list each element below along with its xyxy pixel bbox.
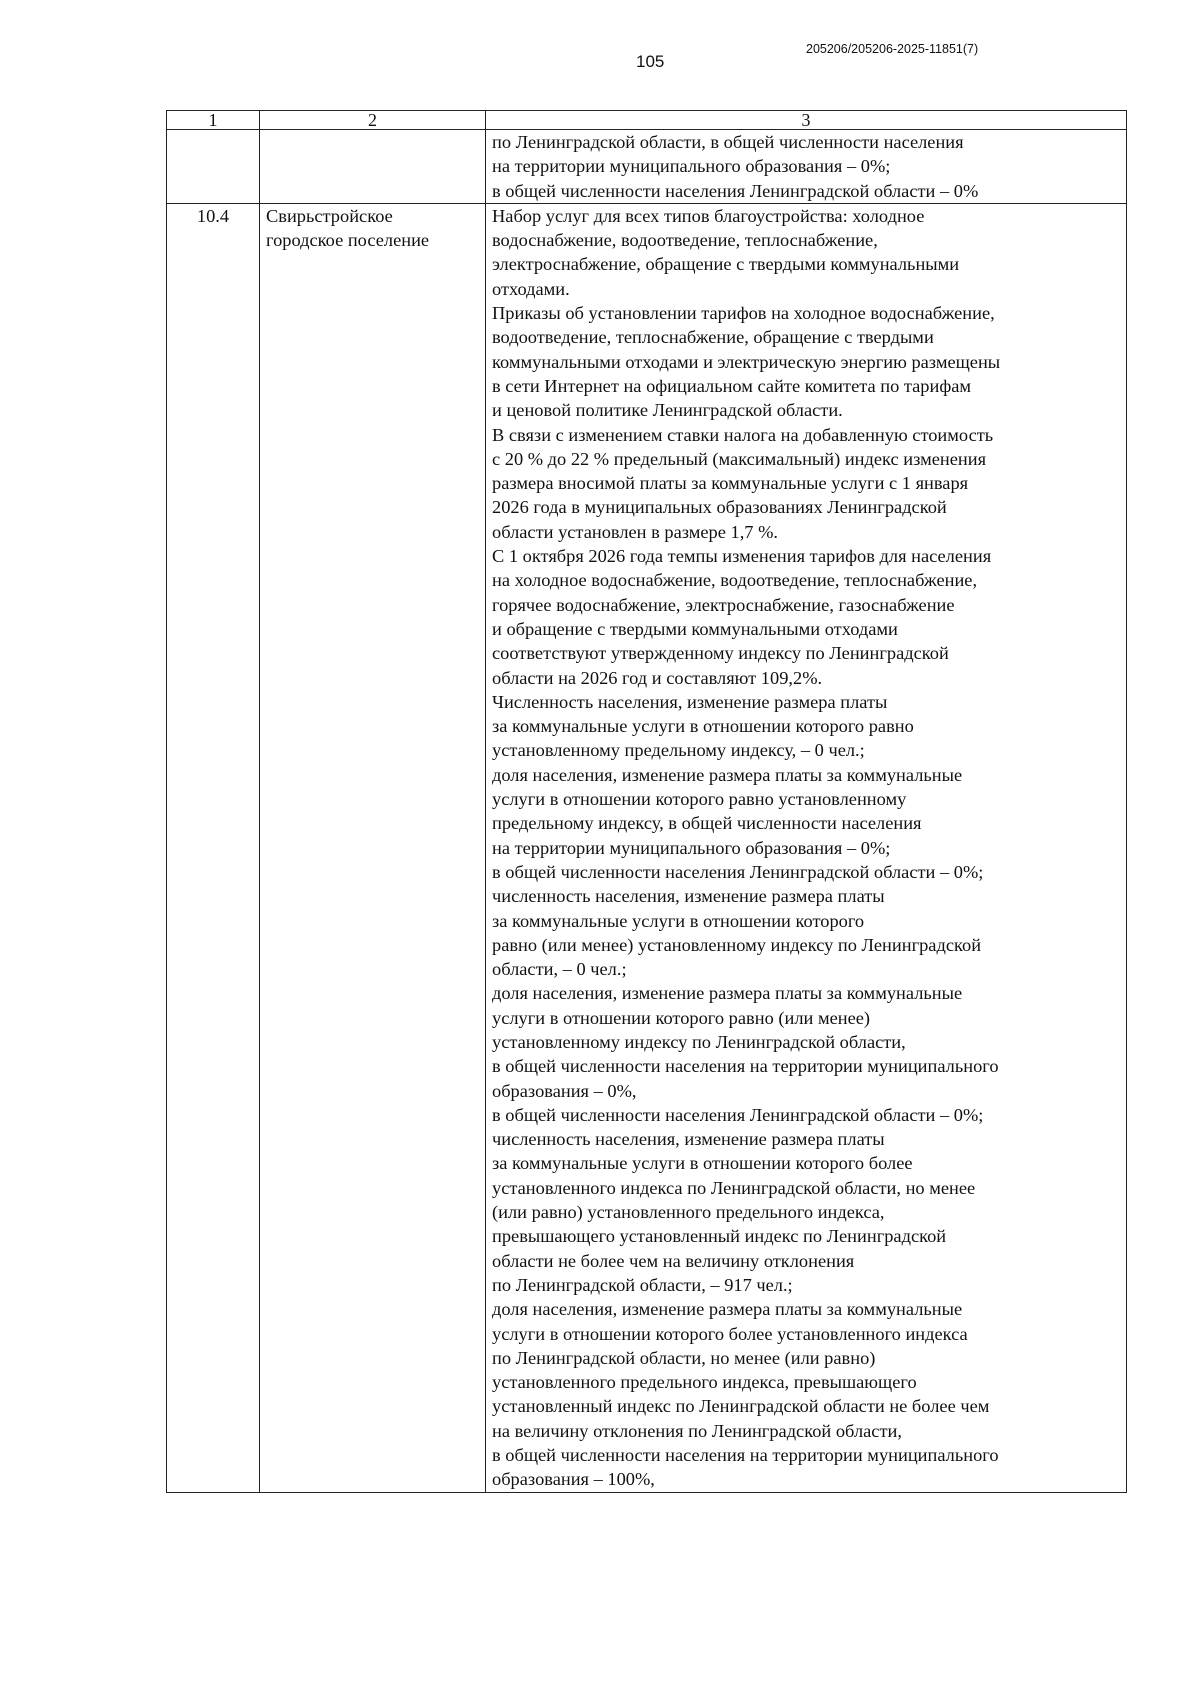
text-line: за коммунальные услуги в отношении которого	[492, 910, 865, 931]
table-header-row	[167, 111, 1127, 130]
text-line: 2026 года в муниципальных образованиях Ленинградской	[492, 497, 947, 518]
text-line: области, – 0 чел.;	[492, 959, 627, 980]
text-line: в сети Интернет на официальном сайте комитета по тарифам	[492, 375, 972, 396]
text-line: С 1 октября 2026 года темпы изменения тарифов для населения	[492, 546, 992, 567]
text-line: коммунальными отходами и электрическую энергию размещены	[492, 351, 1001, 372]
text-line: за коммунальные услуги в отношении которого равно	[492, 716, 914, 737]
text-line: услуги в отношении которого равно (или менее)	[492, 1007, 871, 1028]
text-line: в общей численности населения на территории муниципального	[492, 1056, 999, 1077]
document-id: 205206/205206-2025-11851(7)	[806, 42, 979, 56]
text-line: на территории муниципального образования – 0%;	[492, 837, 891, 858]
text-line: численность населения, изменение размера платы	[492, 1129, 885, 1150]
text-line: на холодное водоснабжение, водоотведение, теплоснабжение,	[492, 570, 978, 591]
column-header-3: 3	[486, 111, 1127, 130]
text-line: размера вносимой платы за коммунальные услуги с 1 января	[492, 473, 969, 494]
column-header-2: 2	[260, 111, 486, 130]
text-line: за коммунальные услуги в отношении которого более	[492, 1153, 913, 1174]
text-line: с 20 % до 22 % предельный (максимальный) индекс изменения	[492, 448, 987, 469]
settlement-name	[260, 203, 486, 1492]
text-line: в общей численности населения Ленинградской области – 0%	[492, 180, 979, 201]
text-line: установленного предельного индекса, превышающего	[492, 1372, 917, 1393]
text-line: доля населения, изменение размера платы за коммунальные	[492, 1299, 963, 1320]
text-line: превышающего установленный индекс по Ленинградской	[492, 1226, 947, 1247]
text-line: предельному индексу, в общей численности населения	[492, 813, 922, 834]
text-line: установленный индекс по Ленинградской области не более чем	[492, 1396, 990, 1417]
text-line: доля населения, изменение размера платы за коммунальные	[492, 764, 963, 785]
continuation-name-cell	[260, 130, 486, 204]
text-line: области не более чем на величину отклонения	[492, 1250, 855, 1271]
text-line: Свирьстройское	[266, 205, 393, 226]
text-line: установленному индексу по Ленинградской области,	[492, 1031, 906, 1052]
column-header-1: 1	[167, 111, 260, 130]
text-line: по Ленинградской области, в общей численности населения	[492, 132, 964, 152]
text-line: Набор услуг для всех типов благоустройства: холодное	[492, 205, 925, 226]
text-line: и обращение с твердыми коммунальными отходами	[492, 618, 898, 639]
text-line: на территории муниципального образования – 0%;	[492, 156, 891, 177]
page-number: 105	[636, 52, 665, 71]
text-line: образования – 0%,	[492, 1080, 637, 1101]
text-line: области установлен в размере 1,7 %.	[492, 521, 779, 542]
text-line: в общей численности населения Ленинградской области – 0%;	[492, 1104, 984, 1125]
row-description	[486, 203, 1127, 1492]
text-line: электроснабжение, обращение с твердыми коммунальными	[492, 254, 960, 275]
text-line: В связи с изменением ставки налога на добавленную стоимость	[492, 424, 994, 445]
text-line: и ценовой политике Ленинградской области.	[492, 400, 843, 421]
text-line: отходами.	[492, 278, 570, 299]
text-line: образования – 100%,	[492, 1469, 655, 1490]
continuation-number-cell	[167, 130, 260, 204]
text-line: горячее водоснабжение, электроснабжение, газоснабжение	[492, 594, 955, 615]
text-line: городское поселение	[266, 230, 430, 251]
text-line: водоотведение, теплоснабжение, обращение с твердыми	[492, 327, 934, 348]
text-line: (или равно) установленного предельного индекса,	[492, 1202, 885, 1223]
text-line: установленному предельному индексу, – 0 чел.;	[492, 740, 865, 761]
text-line: по Ленинградской области, но менее (или равно)	[492, 1347, 876, 1368]
continuation-row	[167, 130, 1127, 204]
text-line: услуги в отношении которого более установленного индекса	[492, 1323, 968, 1344]
text-line: Численность населения, изменение размера платы	[492, 691, 888, 712]
text-line: области на 2026 год и составляют 109,2%.	[492, 667, 823, 688]
text-line: в общей численности населения Ленинградской области – 0%;	[492, 861, 984, 882]
continuation-text-cell	[486, 130, 1127, 204]
text-line: на величину отклонения по Ленинградской области,	[492, 1420, 902, 1441]
text-line: в общей численности населения на территории муниципального	[492, 1445, 999, 1466]
text-line: численность населения, изменение размера платы	[492, 886, 885, 907]
text-line: по Ленинградской области, – 917 чел.;	[492, 1274, 793, 1295]
text-line: соответствуют утвержденному индексу по Ленинградской	[492, 643, 949, 664]
services-table	[166, 110, 1127, 1493]
text-line: доля населения, изменение размера платы за коммунальные	[492, 983, 963, 1004]
text-line: установленного индекса по Ленинградской области, но менее	[492, 1177, 976, 1198]
text-line: Приказы об установлении тарифов на холодное водоснабжение,	[492, 303, 995, 324]
row-number: 10.4	[167, 203, 260, 1492]
table-row	[167, 203, 1127, 1492]
text-line: услуги в отношении которого равно установленному	[492, 789, 907, 810]
text-line: равно (или менее) установленному индексу по Ленинградской	[492, 934, 982, 955]
text-line: водоснабжение, водоотведение, теплоснабжение,	[492, 230, 878, 251]
